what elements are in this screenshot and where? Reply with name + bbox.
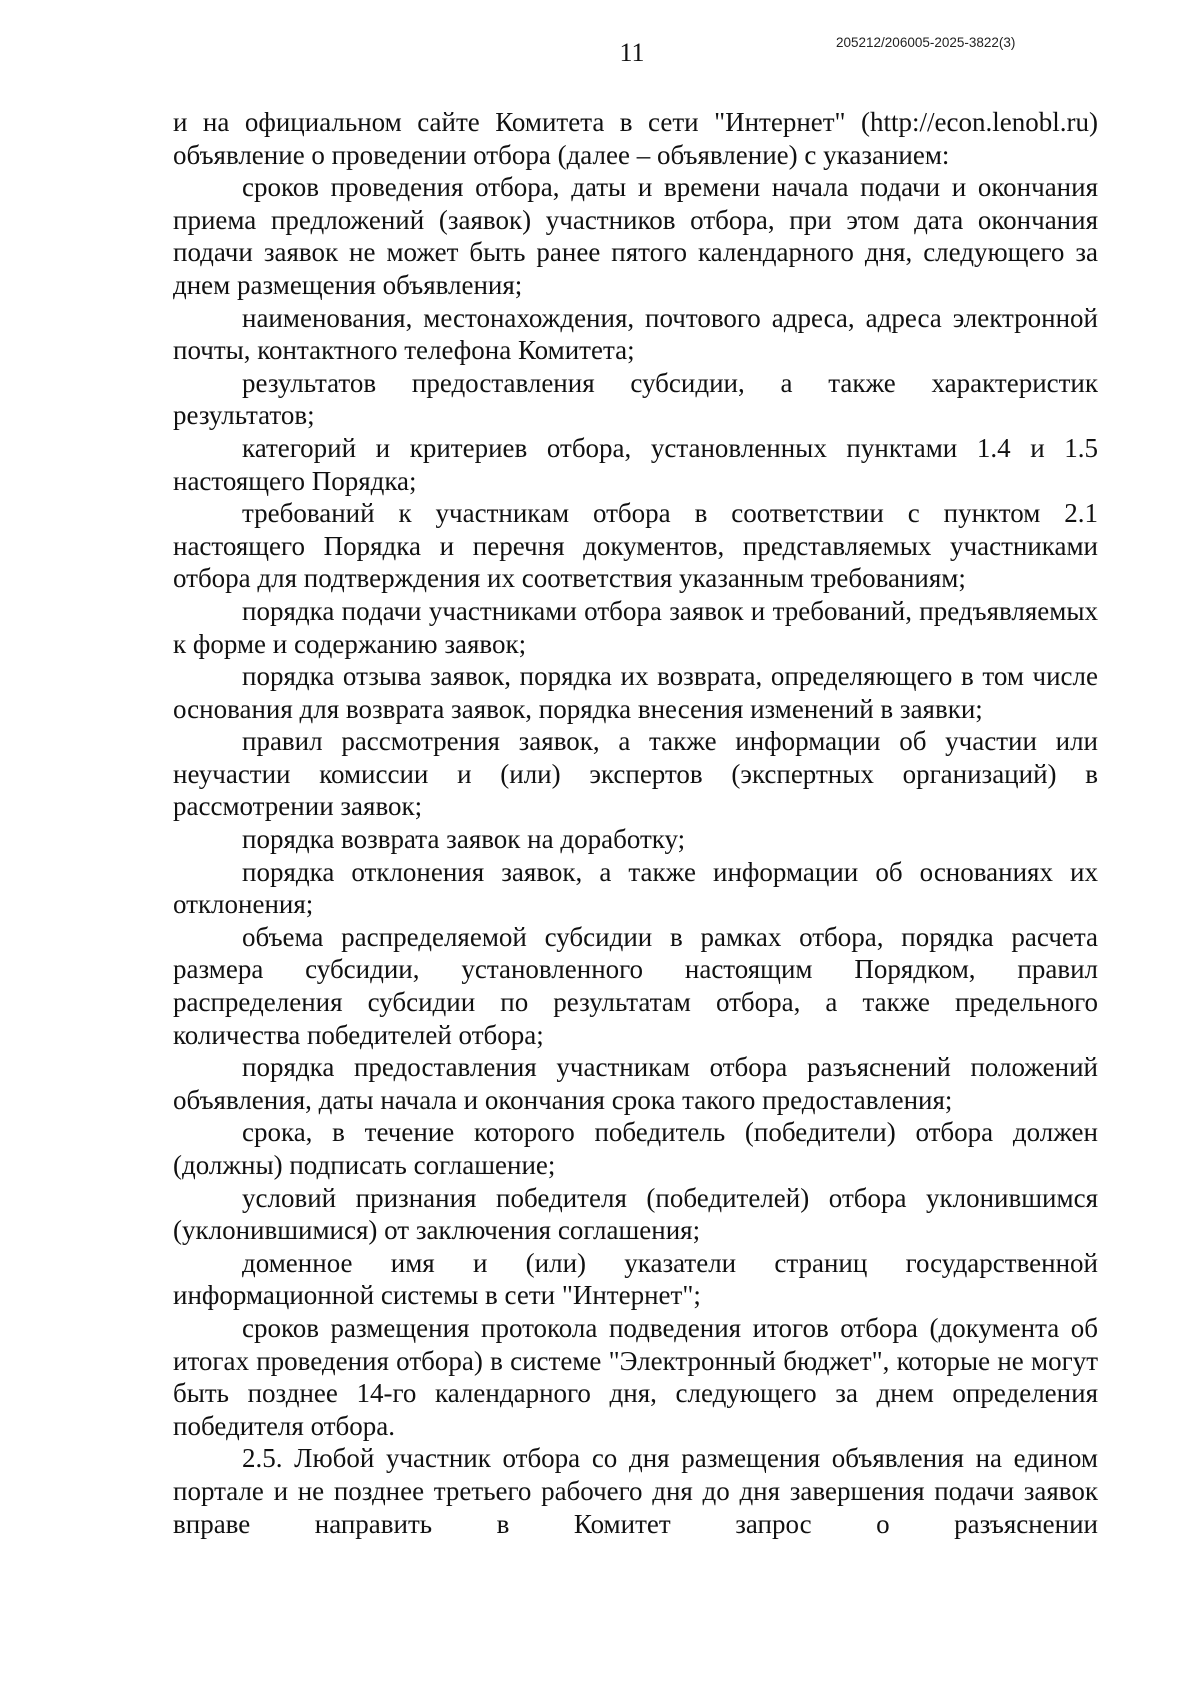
paragraph: результатов предоставления субсидии, а также характеристик результатов; xyxy=(173,367,1098,431)
paragraph: порядка отзыва заявок, порядка их возврата, определяющего в том числе основания для возврата заявок, порядка внесения изменений в заявки; xyxy=(173,661,1098,724)
paragraph: срока, в течение которого победитель (победители) отбора должен (должны) подписать соглашение; xyxy=(173,1117,1098,1180)
paragraph: сроков размещения протокола подведения итогов отбора (документа об итогах проведения отбора) в системе "Электронный бюджет", которые не могут быть позднее 14-го календарного дня, следующего за днем определения победителя отбора. xyxy=(173,1312,1098,1441)
paragraph: требований к участникам отбора в соответствии с пунктом 2.1 настоящего Порядка и перечня документов, представляемых участниками отбора для подтверждения их соответствия указанным требованиям; xyxy=(173,498,1098,594)
paragraph: порядка возврата заявок на доработку; xyxy=(242,824,686,855)
paragraph: порядка предоставления участникам отбора разъяснений положений объявления, даты начала и окончания срока такого предоставления; xyxy=(173,1052,1098,1115)
page-number: 11 xyxy=(619,38,645,67)
paragraph: условий признания победителя (победителей) отбора уклонившимся (уклонившимися) от заключения соглашения; xyxy=(173,1182,1098,1246)
document-reference: 205212/206005-2025-3822(3) xyxy=(836,35,1016,50)
paragraph: 2.5. Любой участник отбора со дня размещения объявления на едином портале и не позднее третьего рабочего дня до дня завершения подачи заявок вправе направить в Комитет запрос о разъяснении xyxy=(173,1443,1098,1539)
paragraph: и на официальном сайте Комитета в сети "Интернет" (http://econ.lenobl.ru) объявление о проведении отбора (далее – объявление) с указанием: xyxy=(173,107,1098,170)
paragraph: порядка отклонения заявок, а также информации об основаниях их отклонения; xyxy=(173,856,1098,920)
paragraph: категорий и критериев отбора, установленных пунктами 1.4 и 1.5 настоящего Порядка; xyxy=(173,432,1098,496)
paragraph: порядка подачи участниками отбора заявок и требований, предъявляемых к форме и содержанию заявок; xyxy=(173,595,1098,659)
document-body xyxy=(173,106,1098,1540)
paragraph: объема распределяемой субсидии в рамках отбора, порядка расчета размера субсидии, установленного настоящим Порядком, правил распределения субсидии по результатам отбора, а также предельного количества победителей отбора; xyxy=(173,921,1098,1050)
paragraph: правил рассмотрения заявок, а также информации об участии или неучастии комиссии и (или) экспертов (экспертных организаций) в рассмотрении заявок; xyxy=(173,726,1098,822)
paragraph: сроков проведения отбора, даты и времени начала подачи и окончания приема предложений (заявок) участников отбора, при этом дата окончания подачи заявок не может быть ранее пятого календарного дня, следующего за днем размещения объявления; xyxy=(173,172,1098,300)
paragraph: наименования, местонахождения, почтового адреса, адреса электронной почты, контактного телефона Комитета; xyxy=(173,302,1098,366)
paragraph: доменное имя и (или) указатели страниц государственной информационной системы в сети "Интернет"; xyxy=(173,1247,1098,1311)
